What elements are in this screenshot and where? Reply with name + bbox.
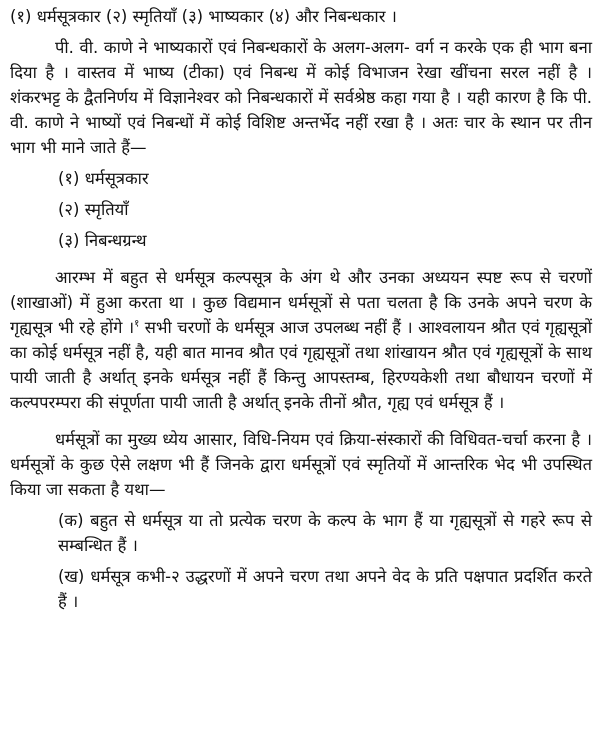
footnote-marker: १ bbox=[134, 318, 140, 330]
point-kha: (ख) धर्मसूत्र कभी-२ उद्धरणों में अपने चरण तथा अपने वेद के प्रति पक्षपात प्रदर्शित करते हैं । bbox=[58, 567, 592, 611]
paragraph-2-part-a: आरम्भ में बहुत से धर्मसूत्र कल्पसूत्र के अंग थे और उनका अध्ययन स्पष्ट रूप से चरणों (शाखाओं) में हुआ करता था । कुछ विद्यमान धर्मसूत्रों से पता चलता है कि उनके अपने चरण के गृह्यसूत्र भी रहे होंगे । bbox=[10, 268, 592, 337]
paragraph-2-part-b: सभी चरणों के धर्मसूत्र आज उपलब्ध नहीं हैं । आश्वलायन श्रौत एवं गृह्यसूत्रों का कोई धर्मसूत्र नहीं है, यही बात मानव श्रौत एवं गृह्यसूत्रों तथा शांखायन श्रौत एवं गृह्यसूत्रों के साथ पायी जाती है अर्थात् इनके धर्मसूत्र नहीं हैं किन्तु आपस्तम्ब, हिरण्यकेशी तथा बौधायन चरणों में कल्पपरम्परा की संपूर्णता पायी जाती है अर्थात् इनके तीनों श्रौत, गृह्य एवं धर्मसूत्र हैं । bbox=[10, 318, 592, 412]
paragraph-3: धर्मसूत्रों का मुख्य ध्येय आसार, विधि-नियम एवं क्रिया-संस्कारों की विधिवत-चर्चा करना है । धर्मसूत्रों के कुछ ऐसे लक्षण भी हैं जिनके द्वारा धर्मसूत्रों एवं स्मृतियों में आन्तरिक भेद भी उपस्थित किया जा सकता है यथा— bbox=[10, 430, 592, 499]
paragraph-2 bbox=[10, 265, 592, 415]
paragraph-1: पी. वी. काणे ने भाष्यकारों एवं निबन्धकारों के अलग-अलग- वर्ग न करके एक ही भाग बना दिया है । वास्तव में भाष्य (टीका) एवं निबन्ध में कोई विभाजन रेखा खींचना सरल नहीं है । शंकरभट्ट के द्वैतनिर्णय में विज्ञानेश्वर को निबन्धकारों में सर्वश्रेष्ठ कहा गया है । यही कारण है कि पी. वी. काणे ने भाष्यों एवं निबन्धों में कोई विशिष्ट अन्तर्भेद नहीं रखा है । अतः चार के स्थान पर तीन भाग भी माने जाते हैं— bbox=[10, 38, 592, 157]
list-item-3: (३) निबन्धग्रन्थ bbox=[58, 231, 147, 250]
spacer bbox=[10, 253, 592, 265]
list-item-1: (१) धर्मसूत्रकार bbox=[58, 169, 149, 188]
top-line: (१) धर्मसूत्रकार (२) स्मृतियाँ (३) भाष्यकार (४) और निबन्धकार । bbox=[10, 7, 397, 26]
point-ka: (क) बहुत से धर्मसूत्र या तो प्रत्येक चरण के कल्प के भाग हैं या गृह्यसूत्रों से गहरे रूप से सम्बन्धित हैं । bbox=[58, 511, 592, 555]
spacer bbox=[10, 415, 592, 427]
list-item-2: (२) स्मृतियाँ bbox=[58, 200, 129, 219]
